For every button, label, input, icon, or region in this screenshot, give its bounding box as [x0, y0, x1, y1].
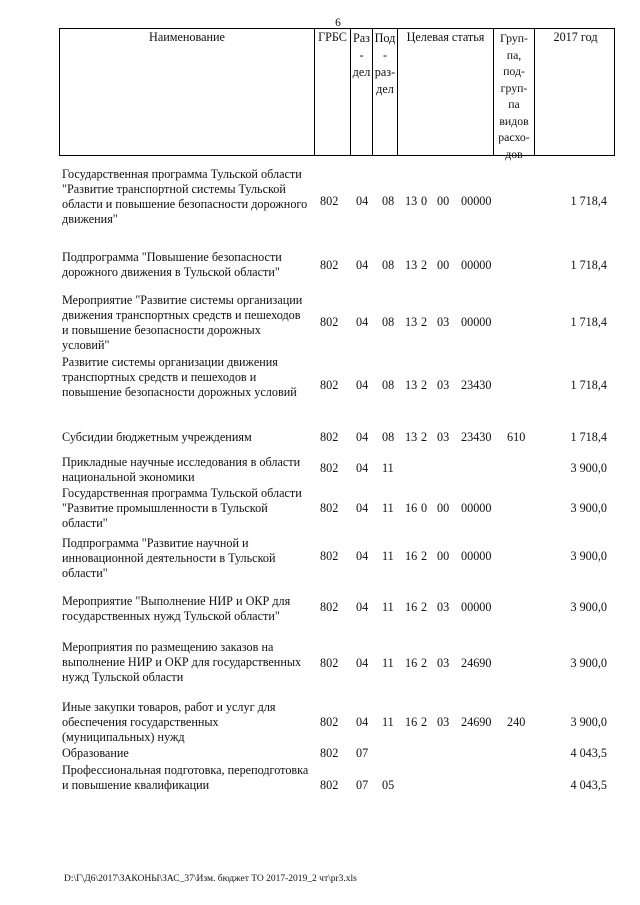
row-razdel: 04 — [356, 501, 369, 515]
row-grbs: 802 — [320, 461, 339, 475]
row-grbs: 802 — [320, 656, 339, 670]
row-grbs: 802 — [320, 746, 339, 760]
row-name: Мероприятие "Развитие системы организации движения транспортных средств и пешеходов и повышение безопасности дорожных условий" — [62, 293, 303, 352]
row-name: Мероприятие "Выполнение НИР и ОКР для государственных нужд Тульской области" — [62, 594, 291, 623]
row-amount-2017: 3 900,0 — [570, 656, 607, 670]
row-article-direction: 00000 — [461, 194, 492, 208]
row-article-event: 03 — [437, 378, 450, 392]
row-amount-2017: 4 043,5 — [570, 746, 607, 760]
row-grbs: 802 — [320, 600, 339, 614]
row-razdel: 04 — [356, 656, 369, 670]
file-path-footer: D:\Г\Д6\2017\ЗАКОНЫ\ЗАС_37\Изм. бюджет ТО 2017-2019_2 чт\pr3.xls — [64, 874, 357, 884]
row-article-program: 16 — [405, 549, 418, 563]
row-article-direction: 00000 — [461, 315, 492, 329]
row-grbs: 802 — [320, 430, 339, 444]
row-name: Государственная программа Тульской области "Развитие промышленности в Тульской области" — [62, 486, 302, 530]
header-razdel-label: Раз- дел — [352, 31, 371, 79]
header-vid-label: Груп- па, под- груп- па видов расхо- дов — [498, 31, 530, 161]
row-name: Подпрограмма "Повышение безопасности дорожного движения в Тульской области" — [62, 250, 282, 279]
row-podrazdel: 08 — [382, 194, 395, 208]
row-article-program: 16 — [405, 715, 418, 729]
row-amount-2017: 4 043,5 — [570, 778, 607, 792]
row-razdel: 04 — [356, 258, 369, 272]
row-article-subprogram: 2 — [421, 600, 428, 614]
row-amount-2017: 1 718,4 — [570, 194, 607, 208]
row-razdel: 04 — [356, 549, 369, 563]
row-article-subprogram: 2 — [421, 378, 428, 392]
row-grbs: 802 — [320, 315, 339, 329]
row-grbs: 802 — [320, 549, 339, 563]
row-amount-2017: 3 900,0 — [570, 549, 607, 563]
row-grbs: 802 — [320, 378, 339, 392]
row-article-program: 13 — [405, 315, 418, 329]
row-article-direction: 00000 — [461, 501, 492, 515]
row-article-event: 03 — [437, 600, 450, 614]
row-amount-2017: 3 900,0 — [570, 715, 607, 729]
row-expense-type: 610 — [507, 430, 526, 444]
row-razdel: 04 — [356, 461, 369, 475]
row-article-event: 00 — [437, 501, 450, 515]
header-article-label: Целевая статья — [406, 30, 485, 44]
row-article-event: 03 — [437, 656, 450, 670]
row-podrazdel: 08 — [382, 378, 395, 392]
row-amount-2017: 1 718,4 — [570, 430, 607, 444]
row-article-subprogram: 0 — [421, 501, 428, 515]
row-article-event: 03 — [437, 315, 450, 329]
row-razdel: 07 — [356, 746, 369, 760]
row-article-program: 13 — [405, 194, 418, 208]
row-article-subprogram: 2 — [421, 656, 428, 670]
row-podrazdel: 11 — [382, 549, 394, 563]
row-article-event: 03 — [437, 715, 450, 729]
row-podrazdel: 11 — [382, 656, 394, 670]
header-name-label: Наименование — [149, 30, 225, 44]
row-amount-2017: 3 900,0 — [570, 461, 607, 475]
row-amount-2017: 1 718,4 — [570, 315, 607, 329]
header-grbs-label: ГРБС — [318, 30, 347, 44]
row-article-program: 16 — [405, 501, 418, 515]
row-article-program: 13 — [405, 378, 418, 392]
row-podrazdel: 11 — [382, 501, 394, 515]
row-name: Подпрограмма "Развитие научной и инновационной деятельности в Тульской области" — [62, 536, 276, 580]
header-year-label: 2017 год — [553, 30, 598, 44]
row-grbs: 802 — [320, 501, 339, 515]
row-article-direction: 23430 — [461, 378, 492, 392]
row-podrazdel: 11 — [382, 600, 394, 614]
page-number: 6 — [335, 17, 341, 29]
row-podrazdel: 11 — [382, 715, 394, 729]
row-podrazdel: 11 — [382, 461, 394, 475]
row-name: Мероприятия по размещению заказов на выполнение НИР и ОКР для государственных нужд Тульской области — [62, 640, 302, 684]
row-podrazdel: 08 — [382, 258, 395, 272]
row-name: Субсидии бюджетным учреждениям — [62, 430, 252, 444]
row-amount-2017: 3 900,0 — [570, 501, 607, 515]
row-podrazdel: 08 — [382, 430, 395, 444]
row-razdel: 07 — [356, 778, 369, 792]
row-article-direction: 23430 — [461, 430, 492, 444]
row-article-subprogram: 2 — [421, 315, 428, 329]
row-razdel: 04 — [356, 378, 369, 392]
row-grbs: 802 — [320, 778, 339, 792]
row-name: Профессиональная подготовка, переподготовка и повышение квалификации — [62, 763, 309, 792]
row-article-subprogram: 2 — [421, 715, 428, 729]
header-podrazdel-label: Под- раз- дел — [374, 31, 396, 96]
row-razdel: 04 — [356, 715, 369, 729]
row-name: Иные закупки товаров, работ и услуг для обеспечения государственных (муниципальных) нужд — [62, 700, 276, 744]
row-article-program: 16 — [405, 656, 418, 670]
row-article-direction: 24690 — [461, 715, 492, 729]
row-article-program: 13 — [405, 430, 418, 444]
row-razdel: 04 — [356, 430, 369, 444]
row-grbs: 802 — [320, 258, 339, 272]
row-article-direction: 00000 — [461, 600, 492, 614]
row-article-event: 00 — [437, 258, 450, 272]
row-article-event: 03 — [437, 430, 450, 444]
row-article-direction: 00000 — [461, 549, 492, 563]
row-article-subprogram: 2 — [421, 549, 428, 563]
row-amount-2017: 1 718,4 — [570, 258, 607, 272]
row-expense-type: 240 — [507, 715, 526, 729]
row-podrazdel: 05 — [382, 778, 395, 792]
row-razdel: 04 — [356, 194, 369, 208]
row-amount-2017: 1 718,4 — [570, 378, 607, 392]
row-article-subprogram: 2 — [421, 430, 428, 444]
row-article-subprogram: 2 — [421, 258, 428, 272]
row-name: Образование — [62, 746, 129, 760]
row-name: Развитие системы организации движения транспортных средств и пешеходов и повышение безопасности дорожных условий — [62, 355, 297, 399]
row-article-direction: 24690 — [461, 656, 492, 670]
row-article-program: 13 — [405, 258, 418, 272]
row-name: Прикладные научные исследования в области национальной экономики — [62, 455, 301, 484]
row-amount-2017: 3 900,0 — [570, 600, 607, 614]
row-podrazdel: 08 — [382, 315, 395, 329]
row-article-event: 00 — [437, 194, 450, 208]
row-grbs: 802 — [320, 715, 339, 729]
row-razdel: 04 — [356, 315, 369, 329]
row-article-event: 00 — [437, 549, 450, 563]
row-razdel: 04 — [356, 600, 369, 614]
row-name: Государственная программа Тульской области "Развитие транспортной системы Тульской области и повышение безопасности дорожного движения" — [62, 167, 308, 226]
row-grbs: 802 — [320, 194, 339, 208]
row-article-program: 16 — [405, 600, 418, 614]
row-article-direction: 00000 — [461, 258, 492, 272]
row-article-subprogram: 0 — [421, 194, 428, 208]
